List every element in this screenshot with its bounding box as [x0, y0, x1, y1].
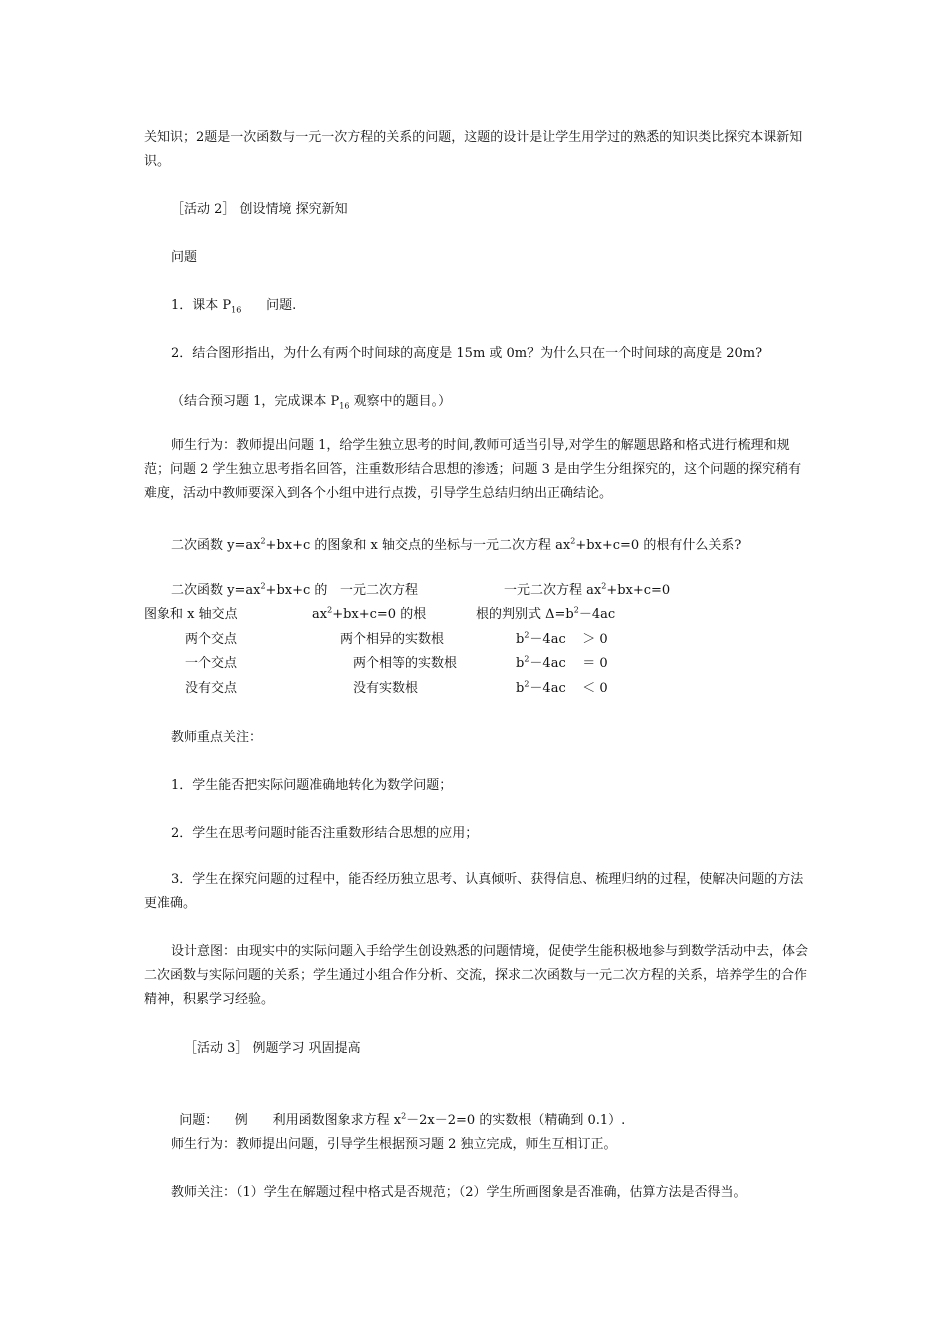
relation-question: 二次函数 $y=ax^2+bx+c$ 的图象和 x 轴交点的坐标与一元二次方程 $ax^2+bx+c=0$ 的根有什么关系?: [171, 536, 742, 553]
row-root-description: 没有实数根: [353, 681, 419, 696]
activity3-title: ［活动 3］ 例题学习 巩固提高: [184, 1041, 361, 1056]
activity2-title: ［活动 2］ 创设情境 探究新知: [171, 202, 348, 217]
intro-paragraph: 关知识；2题是一次函数与一元一次方程的关系的问题，这题的设计是让学生用学过的熟悉的知识类比探究本课新知识。: [144, 130, 803, 169]
header-col1-line1: 二次函数 $y=ax^2+bx+c$ 的: [171, 581, 328, 598]
problem-label: 问题: [171, 250, 198, 265]
teacher-student-behavior-1: 师生行为：教师提出问题 1，给学生独立思考的时间,教师可适当引导,对学生的解题思路和格式进行梳理和规范；问题 2 学生独立思考指名回答，注重数形结合思想的渗透；问题 3 是由学生分组探究的，这个问题的探究稍有难度，活动中教师要深入到各个小组中进行点拨，引导学生总结归纳出正确结论。: [144, 438, 802, 501]
table-header-row-2: [144, 603, 808, 627]
row-intersection-count: 两个交点: [185, 632, 238, 647]
header-col2-line1: 一元二次方程: [340, 583, 419, 598]
row-root-description: 两个相等的实数根: [353, 656, 458, 671]
example-problem: 问题： 例 利用函数图象求方程 $x^2-2x-2=0$ 的实数根（精确到 0.1）.: [179, 1111, 626, 1128]
row-discriminant: $b^2-4ac$ ＜ 0: [516, 679, 608, 696]
focus-title: 教师重点关注：: [171, 730, 263, 745]
row-root-description: 两个相异的实数根: [340, 632, 445, 647]
header-col3-line1: 一元二次方程 $ax^2+bx+c=0$: [504, 581, 671, 598]
question-2-note: （结合预习题 1，完成课本 $P_{16}$ 观察中的题目。）: [171, 394, 452, 411]
row-discriminant: $b^2-4ac$ ＝ 0: [516, 654, 608, 671]
focus-item-2: 2．学生在思考问题时能否注重数形结合思想的应用；: [171, 826, 479, 841]
row-intersection-count: 一个交点: [185, 656, 238, 671]
header-col1-line2: 图象和 x 轴交点: [144, 607, 238, 622]
teacher-focus: 教师关注：（1）学生在解题过程中格式是否规范；（2）学生所画图象是否准确，估算方法是否得当。: [171, 1185, 747, 1200]
teacher-student-behavior-2: 师生行为：教师提出问题，引导学生根据预习题 2 独立完成，师生互相订正。: [171, 1137, 617, 1152]
focus-item-1: 1．学生能否把实际问题准确地转化为数学问题；: [171, 778, 453, 793]
question-2: 2．结合图形指出，为什么有两个时间球的高度是 15m 或 0m？为什么只在一个时间球的高度是 20m?: [171, 346, 763, 361]
table-header-row-1: [144, 579, 808, 603]
header-col2-line2: $ax^2+bx+c=0$ 的根: [312, 605, 427, 622]
row-intersection-count: 没有交点: [185, 681, 238, 696]
design-intent: 设计意图：由现实中的实际问题入手给学生创设熟悉的问题情境，促使学生能积极地参与到数学活动中去，体会二次函数与实际问题的关系；学生通过小组合作分析、交流，探求二次函数与一元二次方程的关系，培养学生的合作精神，积累学习经验。: [144, 944, 809, 1007]
header-col3-line2: 根的判别式 $\Delta=b^2-4ac$: [476, 605, 616, 622]
focus-item-3: 3．学生在探究问题的过程中，能否经历独立思考、认真倾听、获得信息、梳理归纳的过程，使解决问题的方法更准确。: [144, 872, 804, 911]
question-1: 1．课本 $P_{16}$ 问题.: [171, 298, 297, 315]
table-row: [144, 628, 808, 652]
table-row: [144, 652, 808, 676]
table-row: [144, 677, 808, 701]
row-discriminant: $b^2-4ac$ ＞ 0: [516, 630, 608, 647]
